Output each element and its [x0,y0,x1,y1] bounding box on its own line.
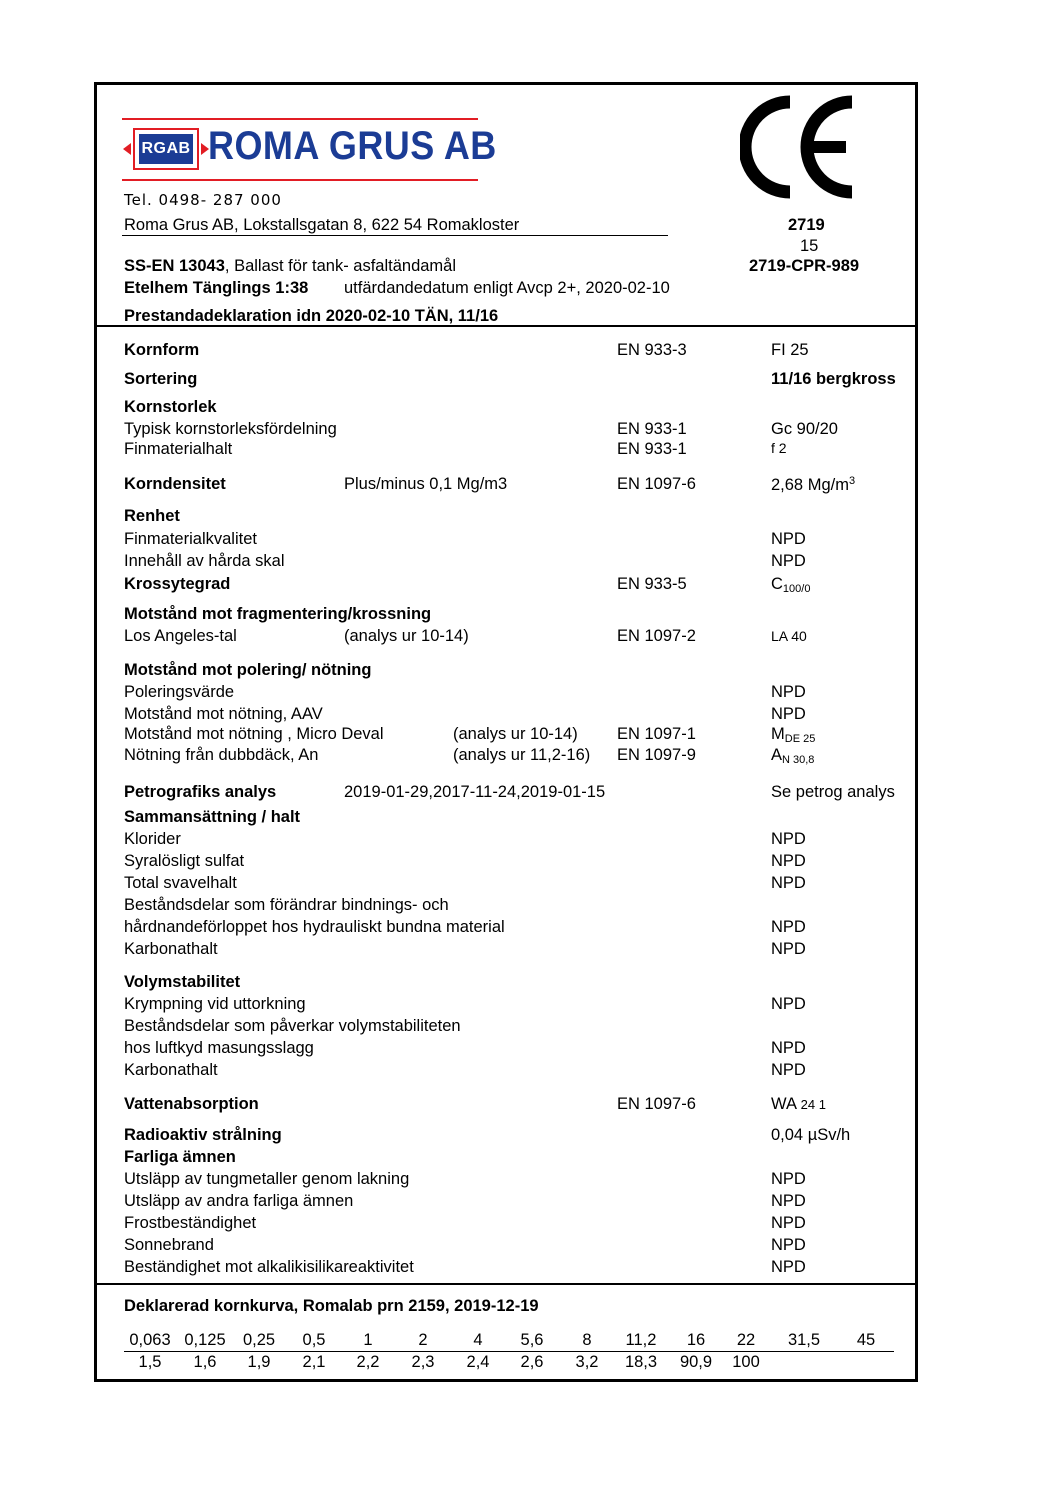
passing-value: 1,5 [138,1353,162,1371]
dubbdack-std: EN 1097-9 [617,746,696,764]
sieve-size: 16 [686,1331,706,1349]
dubbdack-category: N 30,8 [782,754,815,766]
renhet-label: Renhet [124,507,180,525]
sieve-size: 45 [856,1331,876,1349]
passing-value: 100 [732,1353,760,1371]
petrografiks-label: Petrografiks analys [124,783,277,801]
alkali-label: Beständighet mot alkalikisilikareaktivitet [124,1258,414,1276]
passing-value: 2,4 [466,1353,490,1371]
korndensitet-exponent: 3 [848,475,856,487]
kornform-value: FI 25 [771,341,809,359]
typisk-std: EN 933-1 [617,420,687,438]
krossytegrad-label: Krossytegrad [124,575,231,593]
sieve-size: 8 [582,1331,592,1349]
microdeval-value [771,726,815,745]
microdeval-label: Motstånd mot nötning , Micro Deval [124,725,384,743]
sieve-size: 0,125 [184,1331,226,1349]
logo-top-line [122,118,478,120]
losangeles-note: (analys ur 10-14) [344,627,469,645]
product-name: Etelhem Tänglings 1:38 [124,279,309,297]
krossytegrad-std: EN 933-5 [617,575,687,593]
vattenabsorption-category: 24 1 [800,1097,826,1112]
passing-value: 18,3 [624,1353,658,1371]
sieve-size: 0,5 [302,1331,326,1349]
losangeles-label: Los Angeles-tal [124,627,237,645]
sortering-label: Sortering [124,370,198,388]
bestandsdelar1-label: Beståndsdelar som förändrar bindnings- och [124,896,449,914]
vattenabsorption-std: EN 1097-6 [617,1095,696,1113]
dubbdack-label: Nötning från dubbdäck, An [124,746,319,764]
sieve-size: 0,25 [242,1331,276,1349]
sieve-size: 2 [418,1331,428,1349]
passing-values-row [0,1354,1058,1374]
krympning-value: NPD [771,995,806,1013]
issue-date: utfärdandedatum enligt Avcp 2+, 2020-02-10 [344,279,670,297]
karbonathalt2-label: Karbonathalt [124,1061,218,1079]
standard-line [124,258,456,275]
korndensitet-label: Korndensitet [124,475,226,493]
krympning-label: Krympning vid uttorkning [124,995,306,1013]
finmaterialhalt-label: Finmaterialhalt [124,440,233,458]
karbonathalt2-value: NPD [771,1061,806,1079]
finmaterialkvalitet-value: NPD [771,530,806,548]
syralosligt-value: NPD [771,852,806,870]
aav-value: NPD [771,705,806,723]
korndensitet-std: EN 1097-6 [617,475,696,493]
sieve-size: 4 [473,1331,483,1349]
radioaktiv-value: 0,04 µSv/h [771,1126,851,1144]
sieve-size: 0,063 [129,1331,171,1349]
grading-title: Deklarerad kornkurva, Romalab prn 2159, 2019-12-19 [124,1297,539,1315]
korndensitet-number: 2,68 Mg/m [771,476,849,494]
product-line [124,280,308,297]
bestandsdelar2-label: Beståndsdelar som påverkar volymstabiliteten [124,1017,461,1035]
company-name: ROMA GRUS AB [208,124,497,168]
finmaterialhalt-std: EN 933-1 [617,440,687,458]
hardnande-label: hårdnandeförloppet hos hydrauliskt bundna material [124,918,505,936]
ce-certificate: 2719-CPR-989 [749,257,860,275]
vattenabsorption-value [771,1096,826,1113]
innehall-value: NPD [771,552,806,570]
hardnande-value: NPD [771,918,806,936]
microdeval-category: DE 25 [784,733,816,745]
passing-value: 2,3 [411,1353,435,1371]
tungmetaller-value: NPD [771,1170,806,1188]
address: Roma Grus AB, Lokstallsgatan 8, 622 54 Romakloster [124,216,520,234]
poleringsvarde-label: Poleringsvärde [124,683,235,701]
sieve-size: 22 [736,1331,756,1349]
sammansattning-label: Sammansättning / halt [124,808,301,826]
klorider-value: NPD [771,830,806,848]
grading-row-divider [124,1351,894,1352]
karbonathalt1-label: Karbonathalt [124,940,218,958]
kornstorlek-label: Kornstorlek [124,398,217,416]
radioaktiv-label: Radioaktiv strålning [124,1126,282,1144]
declaration-title: Prestandadeklaration idn 2020-02-10 TÄN, 11/16 [124,307,499,325]
svavelhalt-label: Total svavelhalt [124,874,237,892]
andra-label: Utsläpp av andra farliga ämnen [124,1192,354,1210]
passing-value: 2,1 [302,1353,326,1371]
luftkyd-label: hos luftkyd masungsslagg [124,1039,314,1057]
kornform-std: EN 933-3 [617,341,687,359]
petrografiks-value: Se petrog analys [771,783,895,801]
passing-value: 90,9 [679,1353,713,1371]
frost-value: NPD [771,1214,806,1232]
korndensitet-note: Plus/minus 0,1 Mg/m3 [344,475,508,493]
logo-arrow-left-icon [123,143,131,155]
vattenabsorption-symbol: WA [771,1095,797,1113]
passing-value: 2,2 [356,1353,380,1371]
farliga-label: Farliga ämnen [124,1148,236,1166]
luftkyd-value: NPD [771,1039,806,1057]
aav-label: Motstånd mot nötning, AAV [124,705,323,723]
passing-value: 1,9 [247,1353,271,1371]
sieve-size: 5,6 [520,1331,544,1349]
krossytegrad-value [771,576,810,595]
passing-value: 3,2 [575,1353,599,1371]
losangeles-value: LA 40 [771,628,807,644]
sortering-value: 11/16 bergkross [771,370,896,388]
andra-value: NPD [771,1192,806,1210]
krossytegrad-symbol: C [771,575,783,593]
passing-value: 2,6 [520,1353,544,1371]
dubbdack-symbol: A [771,746,783,764]
innehall-label: Innehåll av hårda skal [124,552,285,570]
phone: Tel. 0498- 287 000 [124,191,282,209]
sieve-size: 11,2 [625,1331,657,1349]
korndensitet-value [771,476,855,494]
kornform-label: Kornform [124,341,200,359]
typisk-label: Typisk kornstorleksfördelning [124,420,337,438]
microdeval-symbol: M [771,725,785,743]
sonnebrand-label: Sonnebrand [124,1236,214,1254]
sieve-size: 1 [363,1331,373,1349]
petrografiks-note: 2019-01-29,2017-11-24,2019-01-15 [344,783,606,801]
alkali-value: NPD [771,1258,806,1276]
address-underline [122,235,668,236]
klorider-label: Klorider [124,830,181,848]
typisk-value: Gc 90/20 [771,420,838,438]
header-divider [94,325,918,327]
ce-mark-icon [740,92,860,202]
frost-label: Frostbeständighet [124,1214,257,1232]
poleringsvarde-value: NPD [771,683,806,701]
syralosligt-label: Syralösligt sulfat [124,852,245,870]
standard-code: SS-EN 13043 [124,257,225,275]
sieve-size: 31,5 [787,1331,821,1349]
tungmetaller-label: Utsläpp av tungmetaller genom lakning [124,1170,410,1188]
logo-bottom-line [122,179,478,181]
passing-value: 1,6 [193,1353,217,1371]
finmaterialhalt-value: f 2 [771,440,787,456]
sonnebrand-value: NPD [771,1236,806,1254]
ce-number: 2719 [788,216,825,234]
volymstabilitet-label: Volymstabilitet [124,973,241,991]
svavelhalt-value: NPD [771,874,806,892]
fragmentering-label: Motstånd mot fragmentering/krossning [124,605,432,623]
karbonathalt1-value: NPD [771,940,806,958]
losangeles-std: EN 1097-2 [617,627,696,645]
dubbdack-note: (analys ur 11,2-16) [453,746,591,764]
vattenabsorption-label: Vattenabsorption [124,1095,259,1113]
ce-year: 15 [800,237,819,255]
sieve-sizes-row [0,1332,1058,1352]
grading-divider [94,1283,918,1285]
microdeval-note: (analys ur 10-14) [453,725,578,743]
standard-desc: , Ballast för tank- asfaltändamål [224,257,457,275]
dubbdack-value [771,747,814,766]
polering-label: Motstånd mot polering/ nötning [124,661,372,679]
logo-badge: RGAB [139,134,193,164]
krossytegrad-category: 100/0 [782,583,811,595]
microdeval-std: EN 1097-1 [617,725,696,743]
finmaterialkvalitet-label: Finmaterialkvalitet [124,530,257,548]
